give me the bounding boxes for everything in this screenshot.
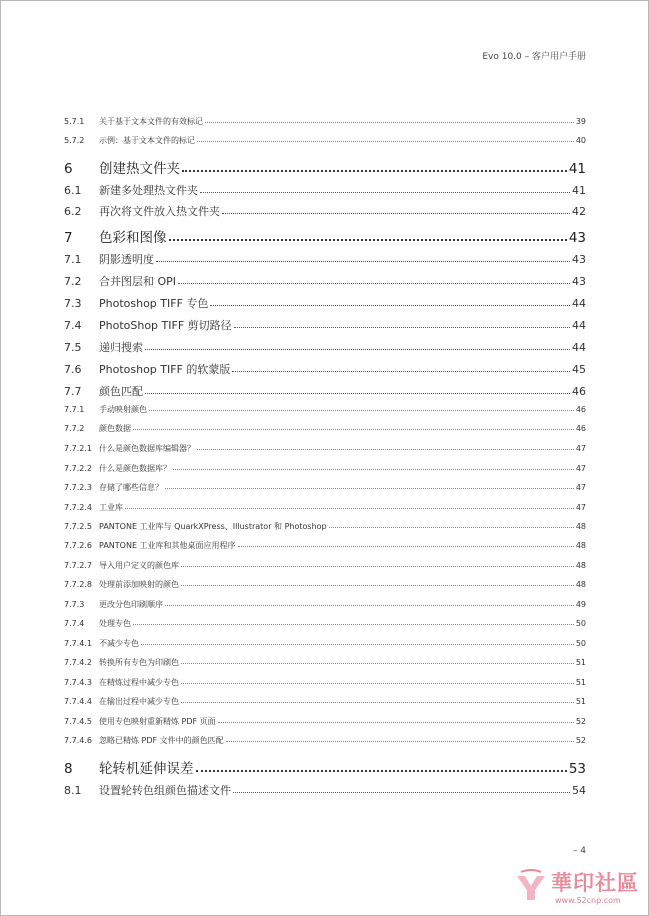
watermark-url: www.52cnp.com xyxy=(555,896,621,905)
toc-entry-number: 6 xyxy=(64,161,73,177)
toc-dot-leader xyxy=(156,261,570,262)
toc-entry-page: 46 xyxy=(575,405,586,414)
toc-dot-leader xyxy=(238,546,574,547)
toc-entry-page: 47 xyxy=(575,464,586,473)
toc-entry[interactable] xyxy=(64,560,586,571)
toc-dot-leader xyxy=(234,327,570,328)
toc-entry-title: 色彩和图像 xyxy=(99,230,167,246)
toc-entry[interactable] xyxy=(64,226,586,246)
toc-entry-number: 7.2 xyxy=(64,275,82,288)
toc-entry-page: 48 xyxy=(575,522,586,531)
toc-entry[interactable] xyxy=(64,463,586,474)
toc-dot-leader xyxy=(169,239,567,241)
toc-entry-number: 7.7.4.1 xyxy=(64,639,92,648)
toc-entry-number: 7.7.2.7 xyxy=(64,561,92,570)
toc-entry-number: 7.3 xyxy=(64,297,82,310)
toc-entry[interactable] xyxy=(64,443,586,454)
toc-entry-title: 转换所有专色为印刷色 xyxy=(99,658,179,667)
toc-entry-page: 44 xyxy=(572,297,586,310)
toc-entry-title: Photoshop TIFF 专色 xyxy=(99,297,209,310)
toc-entry-number: 7.7.4.4 xyxy=(64,697,92,706)
toc-entry-title: 导入用户定义的颜色库 xyxy=(99,561,179,570)
toc-entry-page: 44 xyxy=(572,319,586,332)
toc-entry-number: 8.1 xyxy=(64,784,82,797)
toc-entry-title: 在输出过程中减少专色 xyxy=(99,697,179,706)
toc-entry-title: 忽略已精炼 PDF 文件中的颜色匹配 xyxy=(99,736,224,745)
toc-entry-page: 42 xyxy=(572,205,586,218)
toc-entry[interactable] xyxy=(64,203,586,219)
toc-dot-leader xyxy=(233,792,570,793)
toc-entry[interactable] xyxy=(64,716,586,727)
toc-entry-page: 47 xyxy=(575,444,586,453)
toc-entry-number: 7.7.4.3 xyxy=(64,678,92,687)
toc-entry-title: 处理专色 xyxy=(99,619,131,628)
toc-dot-leader xyxy=(145,393,570,394)
toc-entry-page: 48 xyxy=(575,541,586,550)
toc-entry-number: 7.7.2.1 xyxy=(64,444,92,453)
toc-entry[interactable] xyxy=(64,423,586,434)
toc-entry-number: 7.1 xyxy=(64,253,82,266)
toc-entry-page: 49 xyxy=(575,600,586,609)
toc-entry[interactable] xyxy=(64,116,586,127)
toc-entry-title: 存储了哪些信息？ xyxy=(99,483,163,492)
toc-entry-number: 7 xyxy=(64,230,73,246)
toc-dot-leader xyxy=(181,585,574,586)
toc-dot-leader xyxy=(149,410,574,411)
toc-entry-title: 示例：基于文本文件的标记 xyxy=(99,136,195,145)
toc-entry-page: 41 xyxy=(568,161,586,177)
toc-dot-leader xyxy=(125,508,574,509)
toc-dot-leader xyxy=(133,429,574,430)
toc-entry-page: 50 xyxy=(575,639,586,648)
toc-entry-page: 44 xyxy=(572,341,586,354)
toc-entry-title: 轮转机延伸误差 xyxy=(99,761,194,777)
toc-entry-page: 51 xyxy=(575,658,586,667)
toc-entry-title: 颜色匹配 xyxy=(99,385,143,398)
toc-entry[interactable] xyxy=(64,404,586,415)
toc-entry[interactable] xyxy=(64,618,586,629)
toc-entry[interactable] xyxy=(64,521,586,532)
toc-entry-number: 5.7.2 xyxy=(64,136,85,145)
toc-entry[interactable] xyxy=(64,599,586,610)
toc-dot-leader xyxy=(329,527,574,528)
toc-entry[interactable] xyxy=(64,657,586,668)
toc-entry-title: 处理前添加映射的颜色 xyxy=(99,580,179,589)
toc-entry-title: PANTONE 工业库与 QuarkXPress、Illustrator 和 Photoshop xyxy=(99,522,327,531)
toc-entry-page: 48 xyxy=(575,561,586,570)
toc-entry-number: 5.7.1 xyxy=(64,117,85,126)
toc-entry-page: 39 xyxy=(575,117,586,126)
toc-dot-leader xyxy=(196,770,567,772)
toc-entry[interactable] xyxy=(64,317,586,333)
toc-entry[interactable] xyxy=(64,182,586,198)
toc-entry-title: PhotoShop TIFF 剪切路径 xyxy=(99,319,232,332)
toc-dot-leader xyxy=(141,644,574,645)
toc-entry-title: 更改分色印刷顺序 xyxy=(99,600,163,609)
toc-entry[interactable] xyxy=(64,782,586,798)
toc-entry-page: 53 xyxy=(568,761,586,777)
toc-entry[interactable] xyxy=(64,540,586,551)
toc-entry[interactable] xyxy=(64,502,586,513)
toc-entry-number: 6.2 xyxy=(64,205,82,218)
toc-dot-leader xyxy=(181,683,574,684)
toc-entry-title: PANTONE 工业库和其他桌面应用程序 xyxy=(99,541,236,550)
toc-entry-number: 8 xyxy=(64,761,73,777)
toc-entry-page: 46 xyxy=(575,424,586,433)
toc-entry[interactable] xyxy=(64,482,586,493)
toc-entry[interactable] xyxy=(64,295,586,311)
toc-dot-leader xyxy=(181,566,574,567)
toc-dot-leader xyxy=(197,449,574,450)
toc-entry[interactable] xyxy=(64,757,586,777)
toc-entry-number: 7.7.3 xyxy=(64,600,85,609)
watermark-logo-icon xyxy=(511,866,551,906)
toc-entry-number: 7.7.2.5 xyxy=(64,522,92,531)
toc-entry-number: 7.7 xyxy=(64,385,82,398)
toc-dot-leader xyxy=(165,605,574,606)
toc-dot-leader xyxy=(200,192,570,193)
toc-entry-number: 7.7.4.5 xyxy=(64,717,92,726)
toc-entry-title: 合并图层和 OPI xyxy=(99,275,177,288)
toc-entry[interactable] xyxy=(64,383,586,399)
toc-dot-leader xyxy=(210,305,570,306)
watermark-title: 華印社區 xyxy=(551,870,639,895)
toc-entry-page: 50 xyxy=(575,619,586,628)
toc-entry-title: 递归搜索 xyxy=(99,341,143,354)
toc-entry[interactable] xyxy=(64,251,586,267)
toc-dot-leader xyxy=(197,141,574,142)
toc-entry-title: 设置轮转色组颜色描述文件 xyxy=(99,784,231,797)
toc-entry-page: 43 xyxy=(568,230,586,246)
toc-entry-title: 在精炼过程中减少专色 xyxy=(99,678,179,687)
toc-entry-number: 7.7.2.3 xyxy=(64,483,92,492)
toc-entry-title: 手动映射颜色 xyxy=(99,405,147,414)
toc-entry-number: 6.1 xyxy=(64,184,82,197)
toc-dot-leader xyxy=(181,702,574,703)
toc-entry[interactable] xyxy=(64,677,586,688)
toc-entry-title: 关于基于文本文件的有效标记 xyxy=(99,117,203,126)
toc-entry-page: 52 xyxy=(575,736,586,745)
toc-entry-number: 7.7.2 xyxy=(64,424,85,433)
toc-entry-title: 什么是颜色数据库编辑器？ xyxy=(99,444,195,453)
toc-entry-page: 48 xyxy=(575,580,586,589)
toc-entry-number: 7.7.4.2 xyxy=(64,658,92,667)
toc-dot-leader xyxy=(173,469,574,470)
toc-entry-page: 43 xyxy=(572,253,586,266)
toc-entry[interactable] xyxy=(64,638,586,649)
toc-entry-title: 新建多处理热文件夹 xyxy=(99,184,198,197)
toc-entry-page: 54 xyxy=(572,784,586,797)
toc-dot-leader xyxy=(165,488,574,489)
page-number: – 4 xyxy=(572,846,586,856)
toc-entry[interactable] xyxy=(64,696,586,707)
toc-entry-title: 阴影透明度 xyxy=(99,253,154,266)
toc-entry-page: 41 xyxy=(572,184,586,197)
toc-entry-page: 47 xyxy=(575,503,586,512)
toc-entry-page: 47 xyxy=(575,483,586,492)
toc-entry-title: 不减少专色 xyxy=(99,639,139,648)
toc-entry-page: 46 xyxy=(572,385,586,398)
toc-entry-number: 7.7.4 xyxy=(64,619,85,628)
toc-dot-leader xyxy=(226,741,574,742)
toc-entry-title: Photoshop TIFF 的软蒙版 xyxy=(99,363,231,376)
toc-entry[interactable] xyxy=(64,339,586,355)
toc-dot-leader xyxy=(181,663,574,664)
toc-dot-leader xyxy=(182,170,567,172)
toc-entry-number: 7.5 xyxy=(64,341,82,354)
running-header: Evo 10.0 – 客户用户手册 xyxy=(482,52,586,62)
toc-entry-number: 7.6 xyxy=(64,363,82,376)
toc-entry[interactable] xyxy=(64,273,586,289)
toc-entry[interactable] xyxy=(64,579,586,590)
toc-dot-leader xyxy=(222,213,570,214)
toc-dot-leader xyxy=(133,624,574,625)
toc-entry-title: 颜色数据 xyxy=(99,424,131,433)
toc-entry-title: 再次将文件放入热文件夹 xyxy=(99,205,220,218)
toc-entry-page: 52 xyxy=(575,717,586,726)
toc-entry-number: 7.7.2.2 xyxy=(64,464,92,473)
watermark xyxy=(511,864,641,910)
toc-entry-number: 7.4 xyxy=(64,319,82,332)
toc-entry-number: 7.7.1 xyxy=(64,405,85,414)
toc-entry-title: 创建热文件夹 xyxy=(99,161,180,177)
toc-entry-page: 51 xyxy=(575,678,586,687)
toc-entry-number: 7.7.2.6 xyxy=(64,541,92,550)
toc-dot-leader xyxy=(218,722,574,723)
toc-entry-page: 45 xyxy=(572,363,586,376)
toc-entry-number: 7.7.2.8 xyxy=(64,580,92,589)
toc-dot-leader xyxy=(205,122,574,123)
toc-entry[interactable] xyxy=(64,157,586,177)
toc-entry-title: 工业库 xyxy=(99,503,123,512)
toc-entry-number: 7.7.2.4 xyxy=(64,503,92,512)
toc-entry-page: 40 xyxy=(575,136,586,145)
toc-entry-number: 7.7.4.6 xyxy=(64,736,92,745)
toc-entry-page: 43 xyxy=(572,275,586,288)
toc-dot-leader xyxy=(145,349,570,350)
toc-entry-title: 使用专色映射重新精炼 PDF 页面 xyxy=(99,717,216,726)
toc-entry[interactable] xyxy=(64,135,586,146)
toc-entry-title: 什么是颜色数据库？ xyxy=(99,464,171,473)
toc-dot-leader xyxy=(232,371,570,372)
toc-entry[interactable] xyxy=(64,361,586,377)
toc-entry[interactable] xyxy=(64,735,586,746)
toc-dot-leader xyxy=(178,283,570,284)
toc-entry-page: 51 xyxy=(575,697,586,706)
